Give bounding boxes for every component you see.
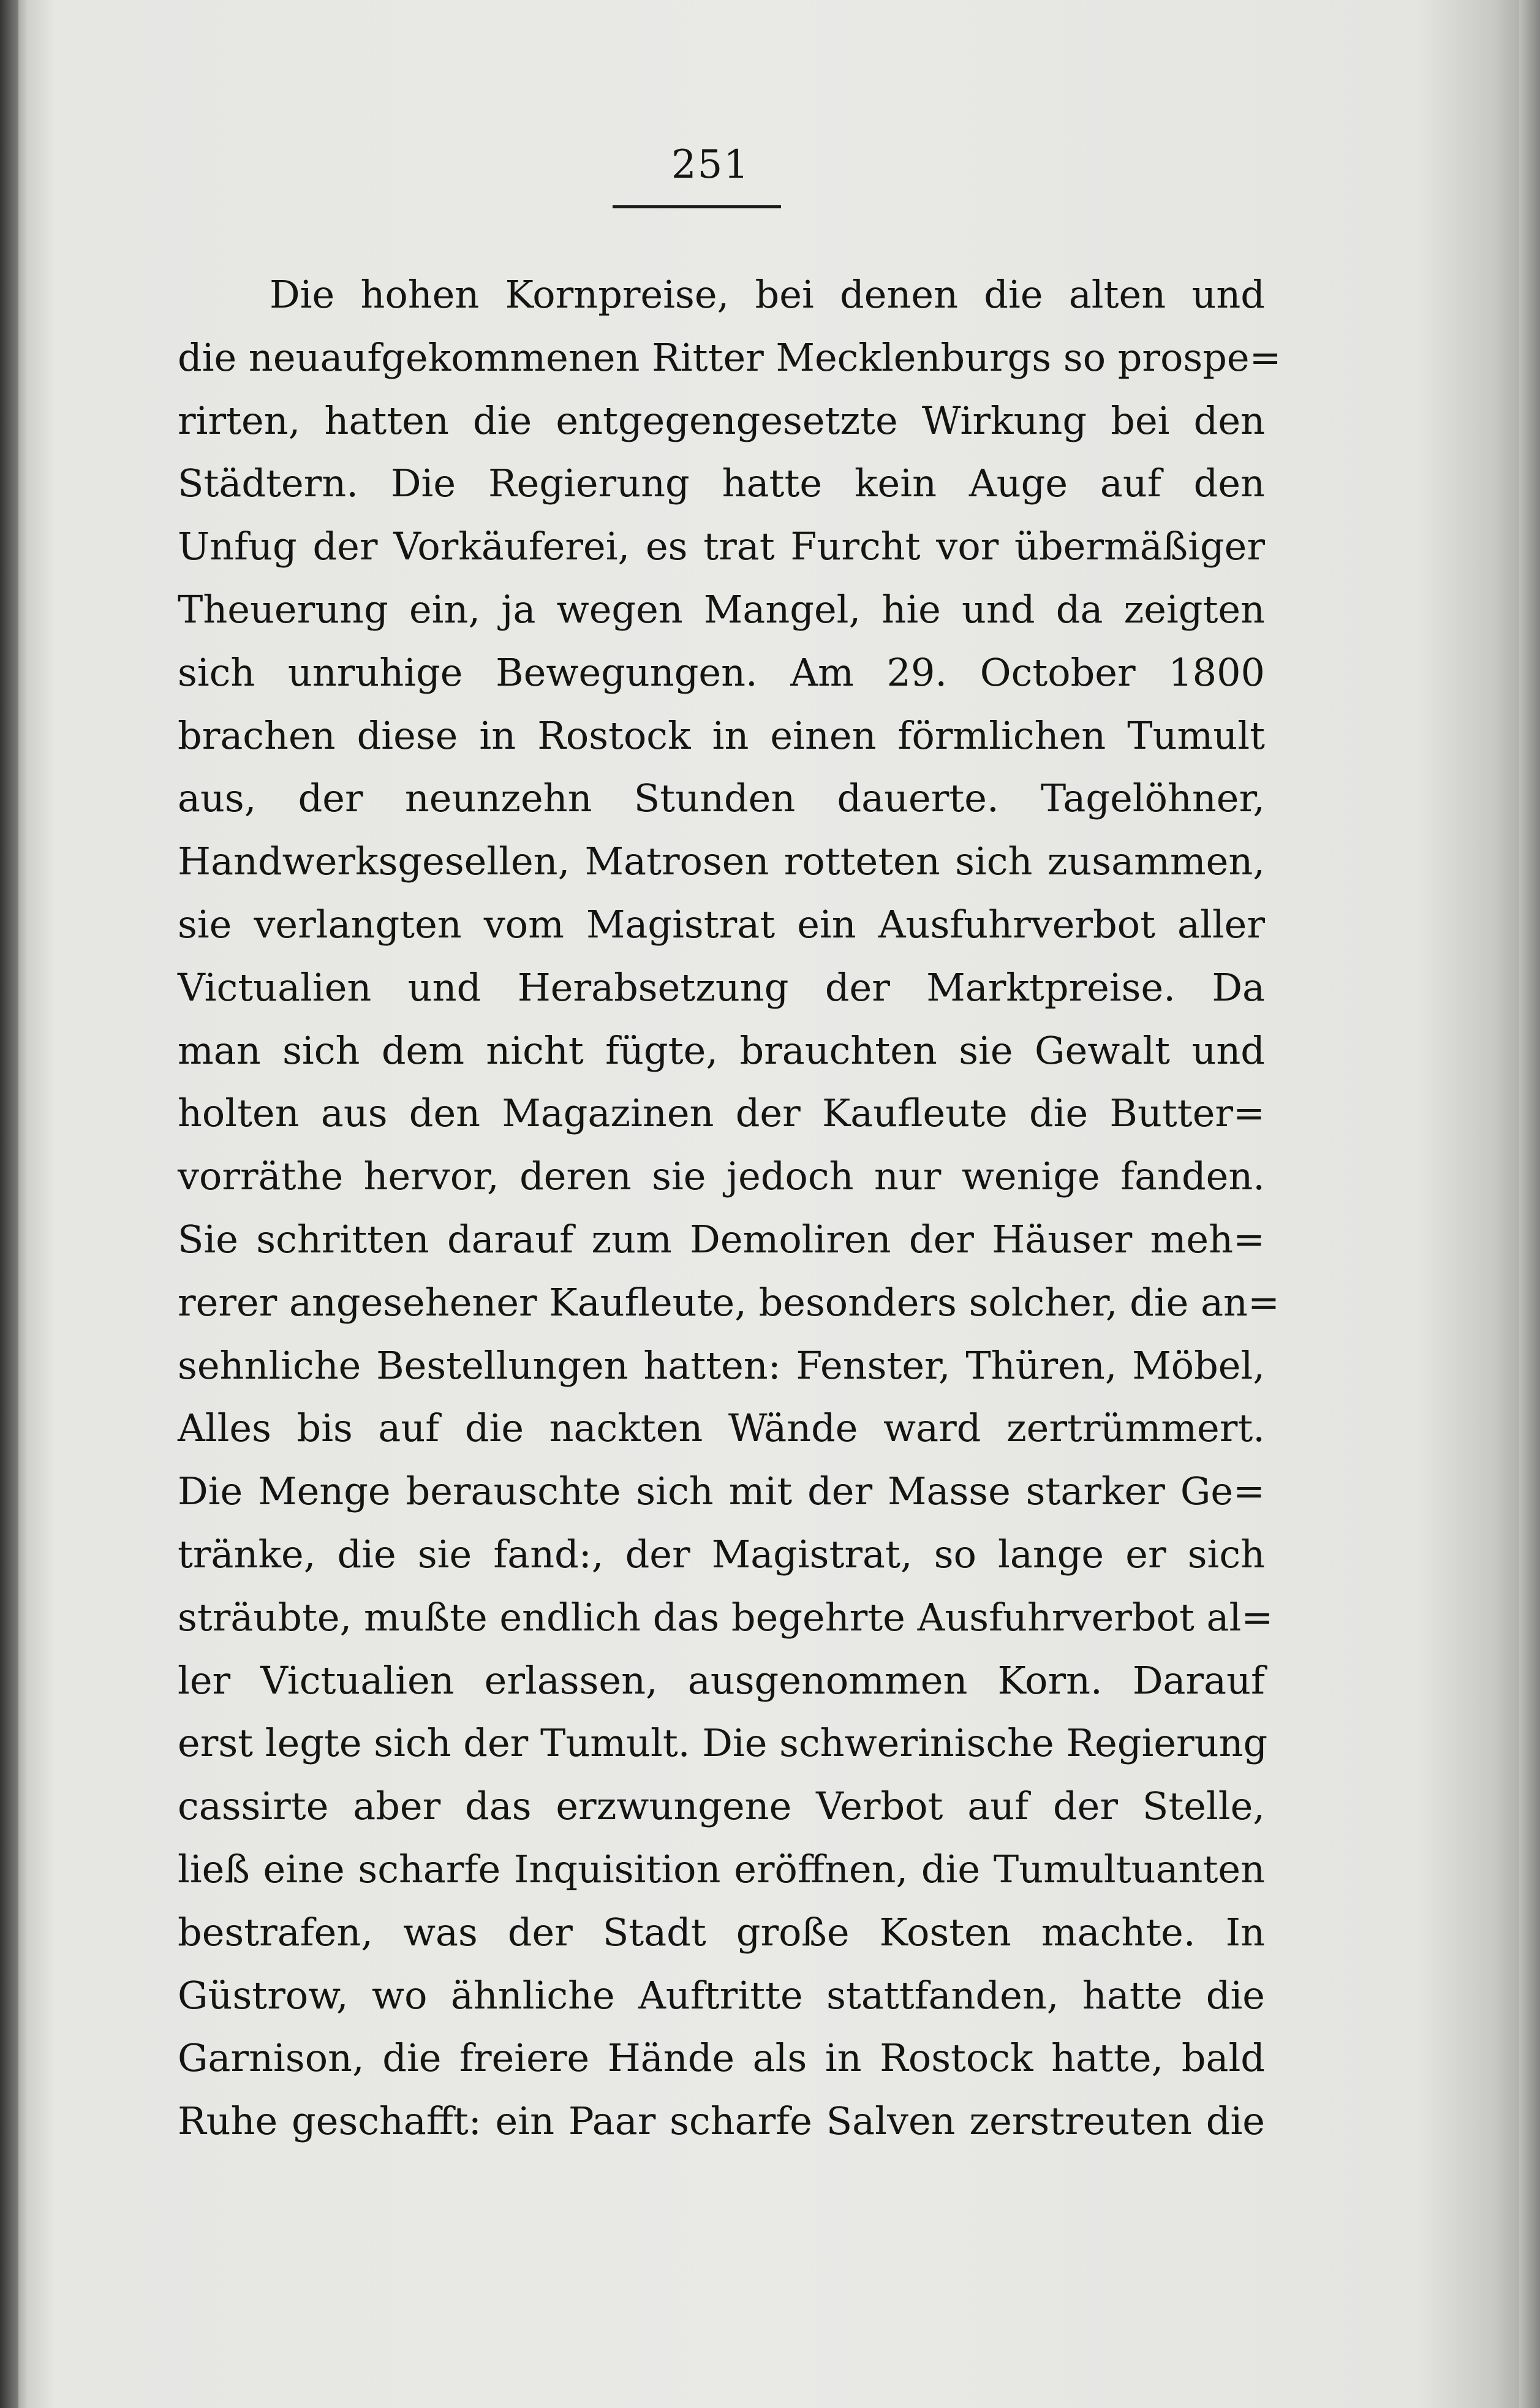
- text-line: die neuaufgekommenen Ritter Mecklenburgs so prospe=: [178, 335, 1281, 380]
- page-number: 251: [671, 142, 750, 187]
- text-line: rerer angesehener Kaufleute, besonders solcher, die an=: [178, 1279, 1280, 1325]
- text-line: Städtern. Die Regierung hatte kein Auge auf den: [178, 461, 1265, 506]
- text-line: erst legte sich der Tumult. Die schwerinische Regierung: [178, 1721, 1268, 1766]
- text-line: Garnison, die freiere Hände als in Rostock hatte, bald: [178, 2035, 1265, 2081]
- text-line: bestrafen, was der Stadt große Kosten machte. In: [178, 1909, 1265, 1955]
- text-line: vorräthe hervor, deren sie jedoch nur wenige fanden.: [178, 1154, 1265, 1199]
- page-gutter-shadow: [0, 0, 18, 2408]
- text-line: ler Victualien erlassen, ausgenommen Korn. Darauf: [178, 1657, 1265, 1703]
- text-line: man sich dem nicht fügte, brauchten sie Gewalt und: [178, 1028, 1265, 1073]
- page-edge-shadow: [1519, 0, 1540, 2408]
- text-line: Sie schritten darauf zum Demoliren der Häuser meh=: [178, 1216, 1265, 1262]
- text-line: Güstrow, wo ähnliche Auftritte stattfanden, hatte die: [178, 1972, 1265, 2018]
- text-line: sie verlangten vom Magistrat ein Ausfuhrverbot aller: [178, 901, 1265, 947]
- page-number-rule: [613, 205, 781, 208]
- text-line: sträubte, mußte endlich das begehrte Ausfuhrverbot al=: [178, 1594, 1274, 1640]
- text-line: cassirte aber das erzwungene Verbot auf der Stelle,: [178, 1784, 1265, 1829]
- text-line: Victualien und Herabsetzung der Marktpreise. Da: [178, 964, 1265, 1010]
- text-line: Handwerksgesellen, Matrosen rotteten sich zusammen,: [178, 839, 1265, 884]
- text-line: brachen diese in Rostock in einen förmlichen Tumult: [178, 713, 1265, 758]
- text-line: aus, der neunzehn Stunden dauerte. Tagelöhner,: [178, 776, 1265, 821]
- text-line: Theuerung ein, ja wegen Mangel, hie und da zeigten: [178, 586, 1265, 632]
- text-line: rirten, hatten die entgegengesetzte Wirkung bei den: [178, 398, 1265, 443]
- text-line: Die hohen Kornpreise, bei denen die alten und: [270, 272, 1265, 317]
- text-line: ließ eine scharfe Inquisition eröffnen, die Tumultuanten: [178, 1846, 1265, 1891]
- text-line: Die Menge berauschte sich mit der Masse starker Ge=: [178, 1469, 1265, 1514]
- text-line: Alles bis auf die nackten Wände ward zertrümmert.: [178, 1406, 1265, 1451]
- text-line: sich unruhige Bewegungen. Am 29. October 1800: [178, 649, 1265, 695]
- body-text: [178, 263, 1281, 2163]
- text-line: holten aus den Magazinen der Kaufleute die Butter=: [178, 1091, 1265, 1136]
- text-line: tränke, die sie fand:, der Magistrat, so lange er sich: [178, 1531, 1265, 1577]
- text-line: Unfug der Vorkäuferei, es trat Furcht vor übermäßiger: [178, 524, 1265, 569]
- text-line: sehnliche Bestellungen hatten: Fenster, Thüren, Möbel,: [178, 1342, 1265, 1388]
- text-line: Ruhe geschafft: ein Paar scharfe Salven zerstreuten die: [178, 2099, 1265, 2144]
